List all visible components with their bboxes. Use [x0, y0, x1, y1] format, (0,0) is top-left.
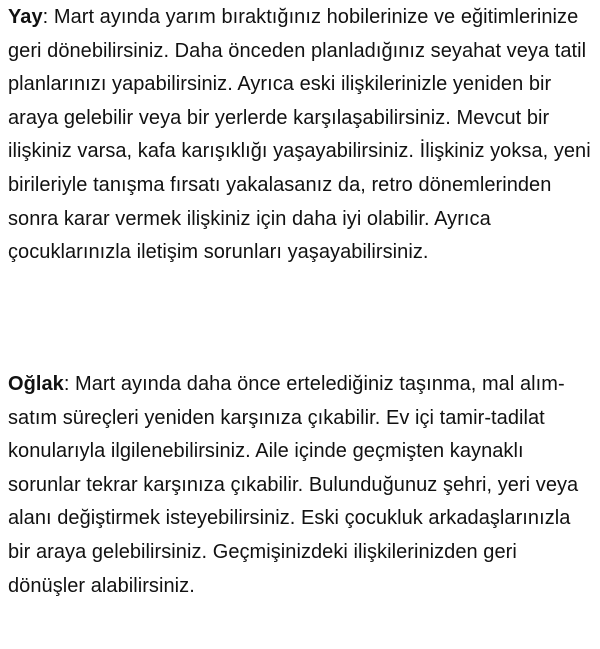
horoscope-entry-yay: [8, 1, 596, 270]
sign-separator-yay: :: [42, 6, 54, 28]
horoscope-entry-oglak: [8, 368, 596, 603]
entry-text-oglak: Mart ayında daha önce ertelediğiniz taşınma, mal alım-satım süreçleri yeniden karşınıza çıkabilir. Ev içi tamir-tadilat konularıyla ilgilenebilirsiniz. Aile içinde geçmişten kaynaklı sorunlar tekrar karşınıza çıkabilir. Bulunduğunuz şehri, yeri veya alanı değiştirmek isteyebilirsiniz. Eski çocukluk arkadaşlarınızla bir araya gelebilirsiniz. Geçmişinizdeki ilişkilerinizden geri dönüşler alabilirsiniz.: [8, 373, 579, 597]
sign-name-oglak: Oğlak: [8, 373, 64, 395]
entry-text-yay: Mart ayında yarım bıraktığınız hobilerinize ve eğitimlerinize geri dönebilirsiniz. Daha önceden planladığınız seyahat veya tatil planlarınızı yapabilirsiniz. Ayrıca eski ilişkilerinizle yeniden bir araya gelebilir veya bir yerlerde karşılaşabilirsiniz. Mevcut bir ilişkiniz varsa, kafa karışıklığı yaşayabilirsiniz. İlişkiniz yoksa, yeni birileriyle tanışma fırsatı yakalasanız da, retro dönemlerinden sonra karar vermek ilişkiniz için daha iyi olabilir. Ayrıca çocuklarınızla iletişim sorunları yaşayabilirsiniz.: [8, 6, 591, 264]
sign-separator-oglak: :: [63, 373, 76, 395]
sign-name-yay: Yay: [8, 6, 43, 28]
